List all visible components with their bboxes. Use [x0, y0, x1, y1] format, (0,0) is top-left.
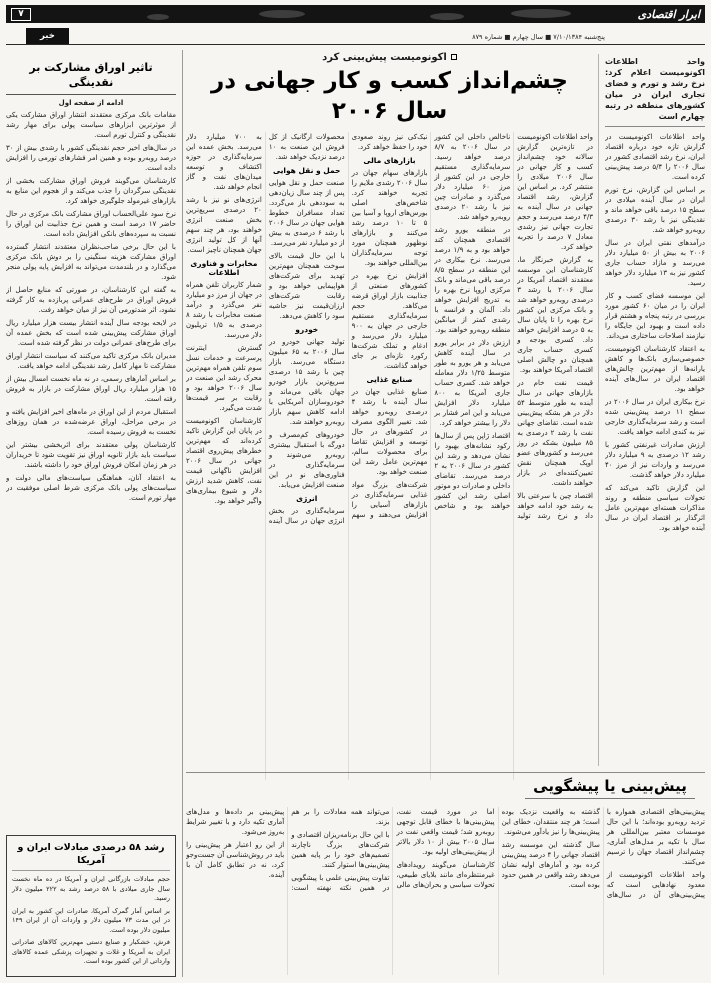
kicker-box-icon — [451, 54, 457, 60]
paragraph: مقامات بانک مرکزی معتقدند انتشار اوراق مشارکت یکی از موثرترین ابزارهای سیاست پولی برای مهار رشد نقدینگی و کنترل تورم است. — [6, 111, 176, 139]
paragraph: خودروهای کم‌مصرف و دورگه با استقبال بیشتری روبه‌رو می‌شوند و سرمایه‌گذاری در فناوری‌های نو در این صنعت افزایش می‌یابد. — [268, 431, 345, 489]
paragraph: در لایحه بودجه سال آینده انتشار بیست هزار میلیارد ریال اوراق مشارکت پیش‌بینی شده است که بخش عمده آن برای طرح‌های عمرانی دولت در نظر گرفته شده است. — [6, 319, 176, 347]
paragraph: از این رو اعتبار هر پیش‌بینی را باید در روش‌شناسی آن جست‌وجو کرد، نه در تطابق کامل آن با آینده. — [186, 841, 285, 879]
paragraph: ارزش صادرات غیرنفتی کشور با رشد ۱۲ درصدی به ۹ میلیارد دلار می‌رسد و واردات نیز از مرز ۴۰ میلیارد دلار خواهد گذشت. — [605, 441, 705, 479]
paragraph: به گزارش خبرنگار ما، کارشناسان این موسسه معتقدند اقتصاد آمریکا در سال ۲۰۰۶ با رشد ۳ درصدی روبه‌رو خواهد شد و بانک مرکزی این کشور نرخ بهره را تا پایان سال به ۵ درصد افزایش خواهد داد. کسری بودجه و کسری حساب جاری همچنان دو چالش اصلی اقتصاد آمریکا خواهند بود. — [517, 256, 593, 374]
paragraph: اقتصاد چین با سرعتی بالا به رشد خود ادامه خواهد داد و نرخ رشد تولید ناخالص داخلی این کشور در سال ۲۰۰۶ به ۸/۷ درصد خواهد رسید. سرمایه‌گذاری مستقیم خارجی در این کشور از مرز ۶۰ میلیارد دلار می‌گذرد و صادرات چین نیز با رشد ۲۰ درصدی روبه‌رو خواهد شد. — [434, 133, 593, 520]
paragraph: نرخ سود علی‌الحساب اوراق مشارکت بانک مرکزی در حال حاضر ۱۷ درصد است و همین نرخ جذابیت این اوراق را نسبت به سپرده‌های بانکی افزایش داده است. — [6, 210, 176, 238]
paragraph: اما در مورد قیمت نفت، پیش‌بینی‌ها با خطای قابل توجهی روبه‌رو شد؛ قیمت واقعی نفت در سال ۲۰۰۵ بیش از ۱۰ دلار بالاتر از پیش‌بینی‌های اولیه بود. — [396, 808, 495, 856]
sidebar-lead: واحد اطلاعات اکونومیست اعلام کرد: نرخ رشد و تورم و فضای تجاری ایران در میان کشورهای منطقه در رتبه چهارم است — [605, 56, 705, 127]
paragraph: با این حال برخی صاحب‌نظران معتقدند انتشار گسترده اوراق مشارکت هزینه سنگینی را بر دوش بانک مرکزی می‌گذارد و در بلندمدت می‌تواند به افزایش پایه پولی منجر شود. — [6, 243, 176, 281]
paper-name: ابرار اقتصادی — [637, 7, 700, 21]
paragraph: کارشناسان پولی معتقدند برای اثربخشی بیشتر این سیاست باید بازار ثانویه اوراق نیز تقویت شود تا خریداران در هر زمان امکان فروش اوراق خود را داشته باشند. — [6, 441, 176, 469]
kicker-text: اکونومیست پیش‌بینی کرد — [322, 52, 447, 63]
section-subhead: انرژی — [296, 494, 318, 503]
paragraph: انرژی‌های نو نیز با رشد ۲۰ درصدی سریع‌ترین بخش صنعت انرژی خواهند بود، هر چند سهم آنها از کل تولید انرژی جهان همچنان ناچیز است. — [186, 196, 262, 254]
paragraph: گسترش اینترنت پرسرعت و خدمات نسل سوم تلفن همراه مهم‌ترین محرک رشد این صنعت در سال ۲۰۰۶ خواهد بود و رقابت بر سر قیمت‌ها شدت می‌گیرد. — [186, 344, 262, 412]
column-divider-right — [598, 54, 599, 766]
paragraph: استقبال مردم از این اوراق در ماه‌های اخیر افزایش یافته و در برخی مراحل، اوراق عرضه‌شده در همان روزهای نخست به فروش رسیده است. — [6, 408, 176, 436]
column-divider-left — [182, 50, 183, 977]
paragraph: شمار کاربران تلفن همراه در جهان از مرز دو میلیارد نفر می‌گذرد و درآمد صنعت مخابرات با رشد ۸ درصدی به ۱/۵ تریلیون دلار می‌رسد. — [186, 281, 262, 339]
paragraph: بازارهای سهام جهان در سال ۲۰۰۶ رشدی ملایم را تجربه خواهند کرد. شاخص‌های اصلی بورس‌های اروپا و آسیا بین ۵ تا ۱۰ درصد رشد می‌کنند و بازارهای نوظهور همچنان مورد توجه سرمایه‌گذاران بین‌المللی خواهند بود. — [351, 169, 428, 267]
paragraph: تفاوت پیش‌بینی علمی با پیشگویی در همین نکته نهفته است: پیش‌بینی بر داده‌ها و مدل‌های آماری تکیه دارد و با تغییر شرایط به‌روز می‌شود. — [186, 808, 390, 892]
section-subhead: بازارهای مالی — [363, 156, 416, 165]
left-article — [6, 60, 176, 828]
paragraph: کارشناسان می‌گویند رویدادهای غیرمنتظره‌ای مانند بلایای طبیعی، تحولات سیاسی و بحران‌های مالی می‌تواند همه معادلات را بر هم بزند. — [291, 808, 495, 889]
paragraph: بر اساس این گزارش، نرخ تورم ایران در سال آینده میلادی در سطح ۱۵ درصد باقی خواهد ماند و نقدینگی نیز با رشد ۳۰ درصدی روبه‌رو خواهد شد. — [605, 186, 705, 234]
boxed-article — [6, 835, 176, 977]
paragraph: کارشناسان می‌گویند فروش اوراق مشارکت بخشی از نقدینگی سرگردان را جذب می‌کند و از هجوم این منابع به بازارهای غیرمولد جلوگیری خواهد کرد. — [6, 177, 176, 205]
paragraph: درآمدهای نفتی ایران در سال ۲۰۰۶ به بیش از ۵۰ میلیارد دلار می‌رسد و مازاد حساب جاری کشور نیز به ۱۳ میلیارد دلار خواهد رسید. — [605, 239, 705, 287]
sidebar-body — [605, 132, 705, 533]
paragraph: در منطقه یورو رشد اقتصادی همچنان کند خواهد بود و به ۱/۹ درصد می‌رسد. نرخ بیکاری در این منطقه در سطح ۸/۵ درصد باقی می‌ماند و بانک مرکزی اروپا نرخ بهره را به تدریج افزایش خواهد داد. آلمان و فرانسه با رشدی کمتر از میانگین منطقه روبه‌رو خواهند بود. — [434, 226, 511, 334]
paragraph: افزایش نرخ بهره در کشورهای صنعتی از جذابیت بازار اوراق قرضه می‌کاهد. حجم سرمایه‌گذاری مستقیم خارجی در جهان به ۹۰۰ میلیارد دلار می‌رسد و ادغام و تملک شرکت‌ها رکورد تازه‌ای بر جای خواهد گذاشت. — [351, 272, 428, 370]
kicker — [186, 52, 593, 63]
paragraph: صنایع غذایی جهان در سال آینده با رشد ۴ درصدی روبه‌رو خواهد شد. تغییر الگوی مصرف در کشورهای در حال توسعه و افزایش تقاضا برای محصولات سالم، مهم‌ترین عامل رشد این صنعت خواهد بود. — [351, 388, 428, 476]
masthead-bar — [6, 5, 705, 23]
paragraph: در سال‌های اخیر حجم نقدینگی کشور با رشدی بیش از ۳۰ درصد روبه‌رو بوده و همین امر فشارهای تورمی را افزایش داده است. — [6, 144, 176, 172]
paragraph: واحد اطلاعات اکونومیست در تازه‌ترین گزارش سالانه خود چشم‌انداز کسب و کار جهانی در سال ۲۰۰۶ میلادی را منتشر کرد. بر اساس این گزارش، رشد اقتصاد جهانی در سال آینده به ۴/۳ درصد می‌رسد و حجم تجارت جهانی نیز رشدی معادل ۷ درصد را تجربه خواهد کرد. — [517, 133, 593, 251]
section-label: خبر — [26, 28, 69, 44]
continued-note: ادامه از صفحه اول — [58, 99, 124, 107]
paragraph: شرکت‌های بزرگ مواد غذایی سرمایه‌گذاری در بازارهای آسیایی را افزایش می‌دهند و سهم محصولات ارگانیک از کل فروش این صنعت به ۱۰ درصد نزدیک خواهد شد. — [268, 133, 428, 519]
paragraph: پیش‌بینی‌های اقتصادی همواره با تردید روبه‌رو بوده‌اند؛ با این حال موسسات معتبر بین‌المللی هر سال با تکیه بر مدل‌های آماری، چشم‌انداز اقتصاد جهان را ترسیم می‌کنند. — [606, 808, 705, 866]
section-row — [6, 28, 705, 45]
page-number: ۷ — [11, 8, 31, 21]
paragraph: فرش، خشکبار و صنایع دستی مهم‌ترین کالاهای صادراتی ایران به آمریکا و غلات و تجهیزات پزشکی عمده کالاهای وارداتی از این کشور بوده است. — [12, 938, 170, 965]
left-article-title: تاثیر اوراق مشارکت بر نقدینگی — [6, 60, 176, 95]
main-article-body — [186, 132, 593, 780]
main-article — [186, 50, 593, 764]
paragraph: بر اساس آمارهای رسمی، در نه ماه نخست امسال بیش از ۱۵ هزار میلیارد ریال اوراق مشارکت در بازار به فروش رفته است. — [6, 375, 176, 403]
paragraph: این گزارش تاکید می‌کند که تحولات سیاسی منطقه و روند مذاکرات هسته‌ای مهم‌ترین عامل اثرگذار بر اقتصاد ایران در سال آینده خواهد بود. — [605, 484, 705, 532]
paragraph: با این حال برنامه‌ریزان اقتصادی و شرکت‌های بزرگ ناچارند تصمیم‌های خود را بر پایه همین پیش‌بینی‌ها استوار کنند. — [291, 831, 390, 869]
section-subhead: حمل و نقل هوایی — [273, 166, 341, 175]
bottom-article-title: پیش‌بینی یا پیشگویی — [525, 777, 695, 799]
paragraph: نرخ بیکاری ایران در سال ۲۰۰۶ در سطح ۱۱ درصد پیش‌بینی شده است و رشد سرمایه‌گذاری خارجی نیز به کندی ادامه خواهد یافت. — [605, 398, 705, 436]
boxed-article-body — [12, 875, 170, 967]
paragraph: کارشناسان اکونومیست در پایان این گزارش تاکید کرده‌اند که مهم‌ترین خطرهای پیش‌روی اقتصاد جهانی در سال ۲۰۰۶ افزایش ناگهانی قیمت نفت، کاهش شدید ارزش دلار و شیوع بیماری‌های واگیر خواهد بود. — [186, 417, 262, 505]
left-article-body — [6, 110, 176, 503]
paragraph: صنعت حمل و نقل هوایی پس از چند سال زیان‌دهی به سوددهی باز می‌گردد. تعداد مسافران خطوط هوایی جهان در سال ۲۰۰۶ با رشد ۶ درصدی به بیش از دو میلیارد نفر می‌رسد. — [268, 179, 345, 247]
paragraph: بر اساس آمار گمرک آمریکا، صادرات این کشور به ایران در این مدت ۷۳ میلیون دلار و واردات آن از ایران ۱۴۹ میلیون دلار بوده است. — [12, 906, 170, 934]
paragraph: تولید جهانی خودرو در سال ۲۰۰۶ به ۶۵ میلیون دستگاه می‌رسد. بازار چین با رشد ۱۵ درصدی سریع‌ترین بازار خودرو جهان باقی می‌ماند و خودروسازان آمریکایی با ادامه کاهش سهم بازار روبه‌رو خواهند شد. — [268, 338, 345, 426]
paragraph: قیمت نفت خام در بازارهای جهانی در سال آینده به طور متوسط ۵۴ دلار در هر بشکه پیش‌بینی شده است. تقاضای جهانی نفت با رشد ۲ درصدی به ۸۵ میلیون بشکه در روز می‌رسد و کشورهای عضو اوپک همچنان نقش تعیین‌کننده‌ای در بازار خواهند داشت. — [517, 379, 593, 487]
boxed-article-title: رشد ۵۸ درصدی مبادلات ایران و آمریکا — [12, 841, 170, 871]
paragraph: این موسسه فضای کسب و کار ایران را در میان ۶۰ کشور مورد بررسی در رتبه پنجاه و هشتم قرار داده است و بهبود این جایگاه را نیازمند اصلاحات ساختاری می‌داند. — [605, 292, 705, 340]
paragraph: به گفته این کارشناسان، در صورتی که منابع حاصل از فروش اوراق در طرح‌های عمرانی پربازده به کار گرفته نشود، اثر ضدتورمی آن نیز از میان خواهد رفت. — [6, 286, 176, 314]
paragraph: ارزش دلار در برابر یورو در سال آینده کاهش می‌یابد و هر یورو به طور متوسط ۱/۲۵ دلار معامله خواهد شد. کسری حساب جاری آمریکا به ۸۰۰ میلیارد دلار افزایش می‌یابد و این امر فشار بر دلار را بیشتر خواهد کرد. — [434, 339, 511, 427]
bottom-headline-row — [186, 777, 705, 803]
bottom-article — [186, 772, 705, 977]
paragraph: واحد اطلاعات اکونومیست از معدود نهادهایی است که پیش‌بینی‌های آن در سال‌های گذشته به واقعیت نزدیک بوده است؛ هر چند منتقدان، خطای این پیش‌بینی‌ها را نیز یادآور می‌شوند. — [501, 808, 705, 899]
bottom-article-body — [186, 807, 705, 975]
content-area — [6, 50, 705, 977]
paragraph: به اعتقاد آنان، هماهنگی سیاست‌های مالی دولت و سیاست‌های پولی بانک مرکزی شرط اصلی موفقیت در مهار تورم است. — [6, 474, 176, 502]
paragraph: سرمایه‌گذاری در بخش انرژی جهان در سال آینده به ۷۰۰ میلیارد دلار می‌رسد. بخش عمده این سرمایه‌گذاری در حوزه اکتشاف و توسعه میدان‌های نفت و گاز انجام خواهد شد. — [186, 133, 345, 525]
section-subhead: صنایع غذایی — [366, 375, 413, 384]
paragraph: مدیران بانک مرکزی تاکید می‌کنند که سیاست انتشار اوراق مشارکت تا مهار کامل رشد نقدینگی ادامه خواهد یافت. — [6, 352, 176, 370]
date-line: پنج‌شنبه ۷/۱۰/۱۳۸۴ ■ سال چهارم ■ شماره ۸۷۹ — [472, 33, 605, 41]
paragraph: با این حال قیمت بالای سوخت همچنان مهم‌ترین تهدید برای شرکت‌های هواپیمایی خواهد بود و رقابت شرکت‌های ارزان‌قیمت نیز حاشیه سود را کاهش می‌دهد. — [268, 252, 345, 320]
main-headline: چشم‌انداز کسب و کار جهانی در سال ۲۰۰۶ — [210, 68, 568, 124]
right-sidebar-article — [605, 56, 705, 764]
paragraph: سال گذشته این موسسه رشد اقتصاد جهانی را ۴ درصد پیش‌بینی کرده بود و آمارهای اولیه نشان می‌دهد رشد واقعی در همین حدود بوده است. — [501, 841, 600, 889]
paragraph: واحد اطلاعات اکونومیست در گزارش تازه خود درباره اقتصاد ایران، نرخ رشد اقتصادی کشور در سال ۲۰۰۶ را ۵/۴ درصد پیش‌بینی کرده است. — [605, 133, 705, 181]
section-subhead: مخابرات و فناوری اطلاعات — [190, 259, 258, 277]
paragraph: به اعتقاد کارشناسان اکونومیست، خصوصی‌سازی بانک‌ها و کاهش یارانه‌ها از مهم‌ترین چالش‌های اقتصاد ایران در سال‌های آینده خواهد بود. — [605, 345, 705, 393]
section-subhead: خودرو — [295, 325, 319, 334]
paragraph: اقتصاد ژاپن پس از سال‌ها رکود نشانه‌های بهبود را نشان می‌دهد و رشد این کشور در سال ۲۰۰۶ به ۲ درصد می‌رسد. تقاضای داخلی و صادرات دو موتور اصلی رشد این کشور خواهند بود و شاخص نیک‌کی نیز روند صعودی خود را حفظ خواهد کرد. — [351, 133, 511, 510]
world-map-decor — [39, 7, 630, 21]
paragraph: حجم مبادلات بازرگانی ایران و آمریکا در ده ماه نخست سال جاری میلادی با ۵۸ درصد رشد به ۲۲۲ میلیون دلار رسید. — [12, 875, 171, 902]
